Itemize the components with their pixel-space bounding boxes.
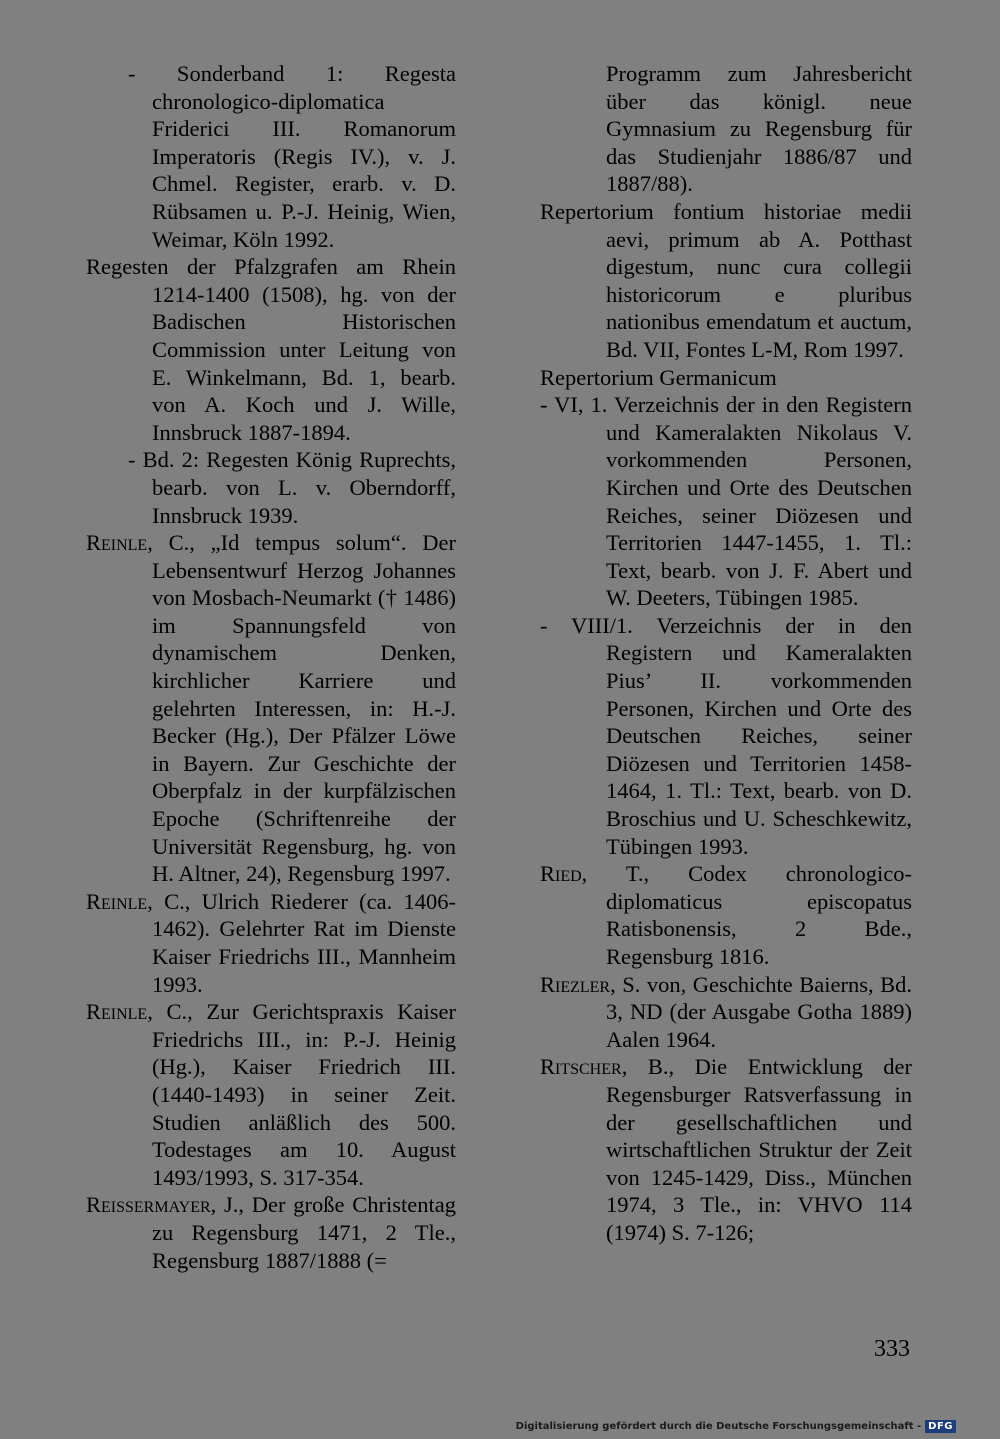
bibliography-entry: - Sonderband 1: Regesta chronologico-diplomatica Friderici III. Romanorum Imperatoris (Regis IV.), v. J. Chmel. Register, erarb. v. D. Rübsamen u. P.-J. Heinig, Wien, Weimar, Köln 1992.: [128, 61, 456, 252]
bibliography-entry: Ritscher, B., Die Entwicklung der Regensburger Ratsverfassung in der gesellschaftlichen und wirtschaftlichen Struktur der Zeit von 1245-1429, Diss., München 1974, 3 Tle., in: VHVO 114 (1974) S. 7-126;: [540, 1054, 912, 1245]
author-name: Reinle: [86, 530, 148, 556]
author-name: Reinle: [86, 888, 148, 914]
bibliography-entry: - VIII/1. Verzeichnis der in den Registern und Kameralakten Pius’ II. vorkommenden Personen, Kirchen und Orte des Deutschen Reiches, seiner Diözesen und Territorien 1458-1464, 1. Tl.: Text, bearb. von D. Broschius und U. Scheschkewitz, Tübingen 1993.: [540, 612, 912, 859]
footer-text: Digitalisierung gefördert durch die Deutsche Forschungsgemeinschaft -: [515, 1421, 922, 1432]
bibliography-entry: Reinle, C., Zur Gerichtspraxis Kaiser Friedrichs III., in: P.-J. Heinig (Hg.), Kaiser Friedrich III. (1440-1493) in seiner Zeit. Studien anläßlich des 500. Todestages am 10. August 1493/1993, S. 317-354.: [86, 999, 456, 1190]
bibliography-entry: Ried, T., Codex chronologico-diplomaticus episcopatus Ratisbonensis, 2 Bde., Regensburg 1816.: [540, 861, 912, 969]
bibliography-entry: Regesten der Pfalzgrafen am Rhein 1214-1400 (1508), hg. von der Badischen Historischen Commission unter Leitung von E. Winkelmann, Bd. 1, bearb. von A. Koch und J. Wille, Innsbruck 1887-1894.: [86, 254, 456, 445]
author-name: Ried: [540, 861, 582, 887]
author-name: Reinle: [86, 999, 148, 1025]
bibliography-entry: Reinle, C., Ulrich Riederer (ca. 1406-1462). Gelehrter Rat im Dienste Kaiser Friedrichs III., Mannheim 1993.: [86, 888, 456, 997]
bibliography-entry: Repertorium fontium historiae medii aevi, primum ab A. Potthast digestum, nunc cura collegii historicorum e pluribus nationibus emendatum et auctum, Bd. VII, Fontes L-M, Rom 1997.: [540, 198, 912, 362]
bibliography-entry: Reinle, C., „Id tempus solum“. Der Lebensentwurf Herzog Johannes von Mosbach-Neumarkt († 1486) im Spannungsfeld von dynamischem Denken, kirchlicher Karriere und gelehrten Interessen, in: H.-J. Becker (Hg.), Der Pfälzer Löwe in Bayern. Zur Geschichte der Oberpfalz in der kurpfälzischen Epoche (Schriftenreihe der Universität Regensburg, hg. von H. Altner, 24), Regensburg 1997.: [86, 530, 456, 887]
footer: [516, 1420, 956, 1433]
bibliography-entry: - VI, 1. Verzeichnis der in den Registern und Kameralakten Nikolaus V. vorkommenden Personen, Kirchen und Orte des Deutschen Reiches, seiner Diözesen und Territorien 1447-1455, 1. Tl.: Text, bearb. von J. F. Abert und W. Deeters, Tübingen 1985.: [540, 392, 912, 611]
right-column: [540, 60, 912, 1247]
bibliography-entry: Programm zum Jahresbericht über das königl. neue Gymnasium zu Regensburg für das Studienjahr 1886/87 und 1887/88).: [606, 61, 912, 197]
bibliography-entry: Reissermayer, J., Der große Christentag zu Regensburg 1471, 2 Tle., Regensburg 1887/1888 (=: [86, 1192, 456, 1273]
page-number: 333: [874, 1336, 910, 1362]
author-name: Reissermayer: [86, 1192, 211, 1218]
bibliography-entry: Riezler, S. von, Geschichte Baierns, Bd. 3, ND (der Ausgabe Gotha 1889) Aalen 1964.: [540, 971, 912, 1052]
bibliography-entry: - Bd. 2: Regesten König Ruprechts, bearb. von L. v. Oberndorff, Innsbruck 1939.: [128, 447, 456, 528]
dfg-logo-icon: DFG: [925, 1420, 956, 1433]
author-name: Ritscher: [540, 1054, 622, 1080]
author-name: Riezler: [540, 971, 611, 997]
left-column: [86, 60, 456, 1274]
bibliography-entry: Repertorium Germanicum: [540, 364, 777, 390]
